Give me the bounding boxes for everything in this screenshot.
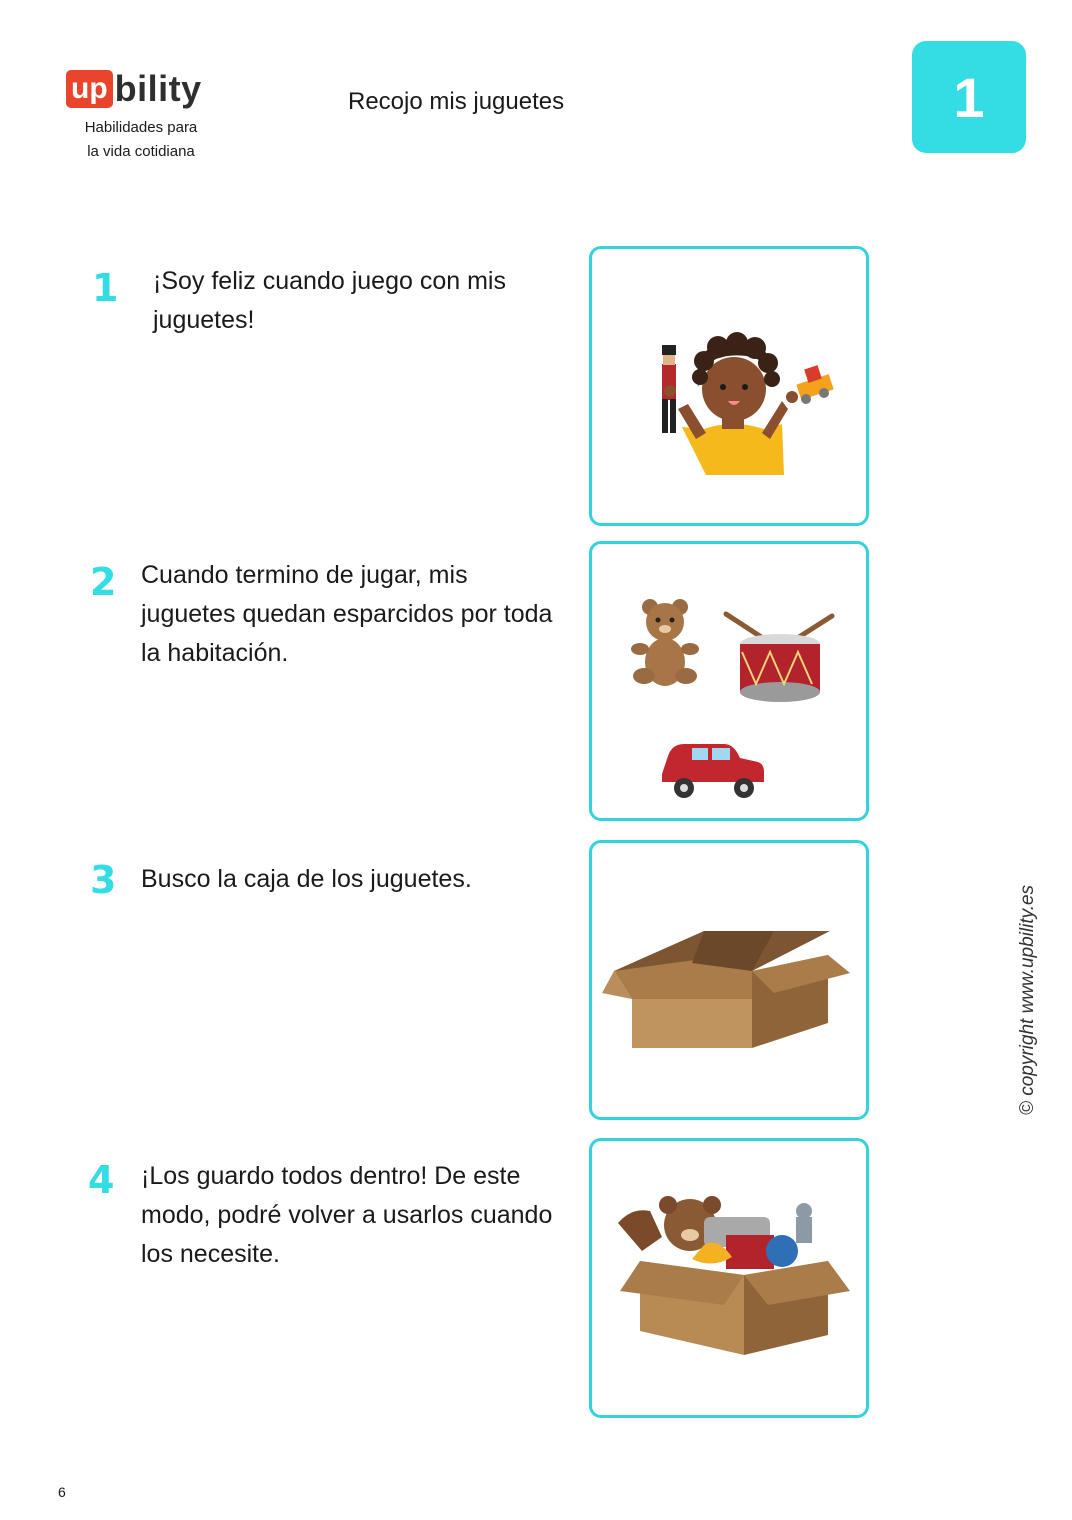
logo-tagline — [66, 116, 216, 164]
step-text-4: ¡Los guardo todos dentro! De este modo, podré volver a usarlos cuando los necesite. — [141, 1162, 553, 1268]
scattered-toys-icon — [592, 544, 872, 824]
step-image-card-3 — [589, 840, 869, 1120]
empty-box-icon — [592, 843, 872, 1123]
box-full-of-toys-icon — [592, 1141, 872, 1421]
step-text-2: Cuando termino de jugar, mis juguetes quedan esparcidos por toda la habitación. — [141, 561, 553, 667]
copyright-notice: © copyright www.upbility.es — [1017, 884, 1038, 1116]
logo-tagline-line-2: la vida cotidiana — [87, 143, 195, 160]
step-number-3: 3 — [90, 858, 117, 902]
step-text-1: ¡Soy feliz cuando juego con mis juguetes! — [153, 267, 506, 334]
logo-up: up — [66, 70, 113, 108]
logo-tagline-line-1: Habilidades para — [84, 119, 198, 136]
logo-bility: bility — [114, 68, 202, 109]
step-text-3: Busco la caja de los juguetes. — [141, 865, 472, 893]
step-image-card-4 — [589, 1138, 869, 1418]
page-title: Recojo mis juguetes — [348, 88, 565, 115]
teddy-bear-icon — [631, 599, 699, 686]
toy-car-icon — [662, 744, 764, 798]
step-number-2: 2 — [90, 560, 117, 604]
child-holding-toys-icon — [592, 249, 872, 529]
sheet-number-badge: 1 — [912, 41, 1026, 153]
step-number-4: 4 — [88, 1158, 115, 1202]
step-image-card-2 — [589, 541, 869, 821]
upbility-logo — [66, 66, 216, 164]
step-image-card-1 — [589, 246, 869, 526]
step-number-1: 1 — [92, 266, 119, 310]
logo-wordmark — [66, 66, 216, 112]
drum-icon — [726, 614, 832, 702]
page-number: 6 — [58, 1484, 66, 1500]
